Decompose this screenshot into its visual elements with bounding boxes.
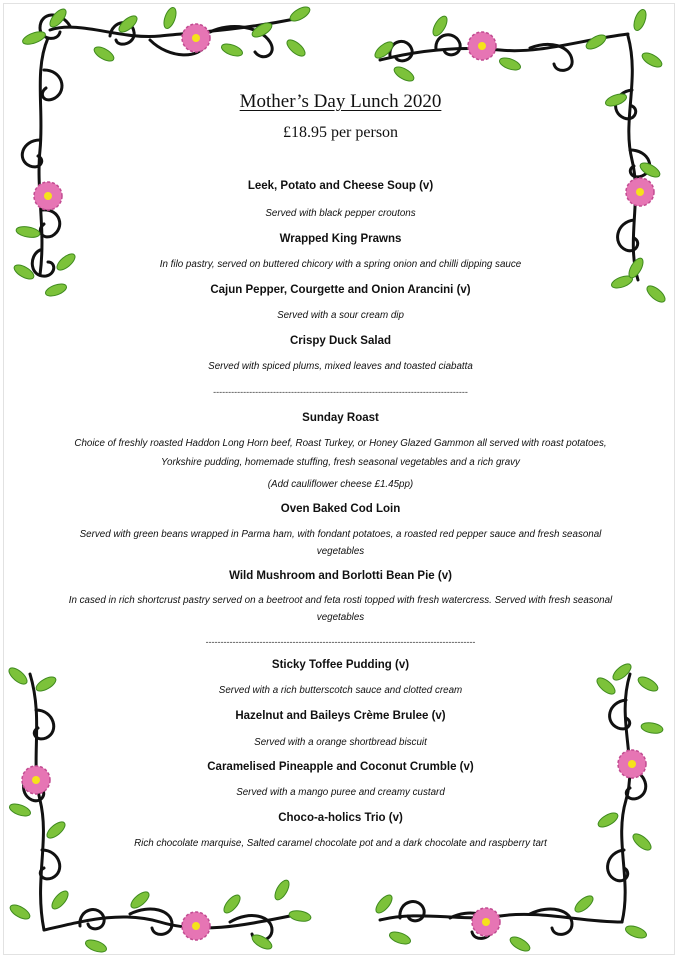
- dish-description: vegetables: [316, 612, 365, 623]
- dish-description: Served with a mango puree and creamy custard: [236, 787, 445, 798]
- menu-title: Mother’s Day Lunch 2020: [239, 91, 442, 112]
- starters-section: [30, 178, 651, 398]
- dish-description: Served with spiced plums, mixed leaves and toasted ciabatta: [208, 361, 473, 372]
- dish-description: Served with black pepper croutons: [265, 208, 416, 219]
- dish-description: (Add cauliflower cheese £1.45pp): [267, 479, 414, 490]
- dish-name: Leek, Potato and Cheese Soup (v): [247, 180, 434, 192]
- mains-section: [30, 410, 651, 648]
- section-divider: ------------------------------------------------------------------------------------------: [205, 637, 476, 647]
- dish-description: Served with green beans wrapped in Parma ham, with fondant potatoes, a roasted red pepper sauce and fresh seasonal: [79, 529, 602, 540]
- dish-name: Sticky Toffee Pudding (v): [271, 659, 410, 671]
- dish-name: Hazelnut and Baileys Crème Brulee (v): [235, 710, 446, 722]
- menu-price: £18.95 per person: [282, 124, 399, 141]
- dish-description: Served with a sour cream dip: [277, 310, 404, 321]
- dish-description: In cased in rich shortcrust pastry served on a beetroot and feta rosti topped with fresh watercress. Served with fresh seasonal: [68, 595, 613, 606]
- desserts-section: [30, 657, 651, 852]
- dish-description: Rich chocolate marquise, Salted caramel chocolate pot and a dark chocolate and raspberry tart: [134, 838, 547, 849]
- dish-name: Wild Mushroom and Borlotti Bean Pie (v): [229, 570, 452, 582]
- dish-name: Caramelised Pineapple and Coconut Crumble (v): [207, 761, 474, 773]
- dish-name: Oven Baked Cod Loin: [280, 503, 401, 515]
- dish-description: vegetables: [316, 546, 365, 557]
- dish-name: Choco-a-holics Trio (v): [278, 812, 403, 824]
- section-divider: -------------------------------------------------------------------------------------: [213, 387, 468, 397]
- menu-header: [0, 88, 681, 144]
- dish-name: Wrapped King Prawns: [279, 233, 402, 245]
- dish-description: Served with a rich butterscotch sauce and clotted cream: [218, 685, 463, 696]
- dish-name: Crispy Duck Salad: [290, 335, 391, 347]
- dish-description: Served with a orange shortbread biscuit: [254, 737, 427, 748]
- dish-name: Cajun Pepper, Courgette and Onion Arancini (v): [210, 284, 471, 296]
- dish-name: Sunday Roast: [302, 412, 379, 424]
- dish-description: Yorkshire pudding, homemade stuffing, fresh seasonal vegetables and a rich gravy: [161, 457, 520, 468]
- dish-description: Choice of freshly roasted Haddon Long Horn beef, Roast Turkey, or Honey Glazed Gammon all served with roast potatoes,: [74, 438, 607, 449]
- dish-description: In filo pastry, served on buttered chicory with a spring onion and chilli dipping sauce: [159, 259, 522, 270]
